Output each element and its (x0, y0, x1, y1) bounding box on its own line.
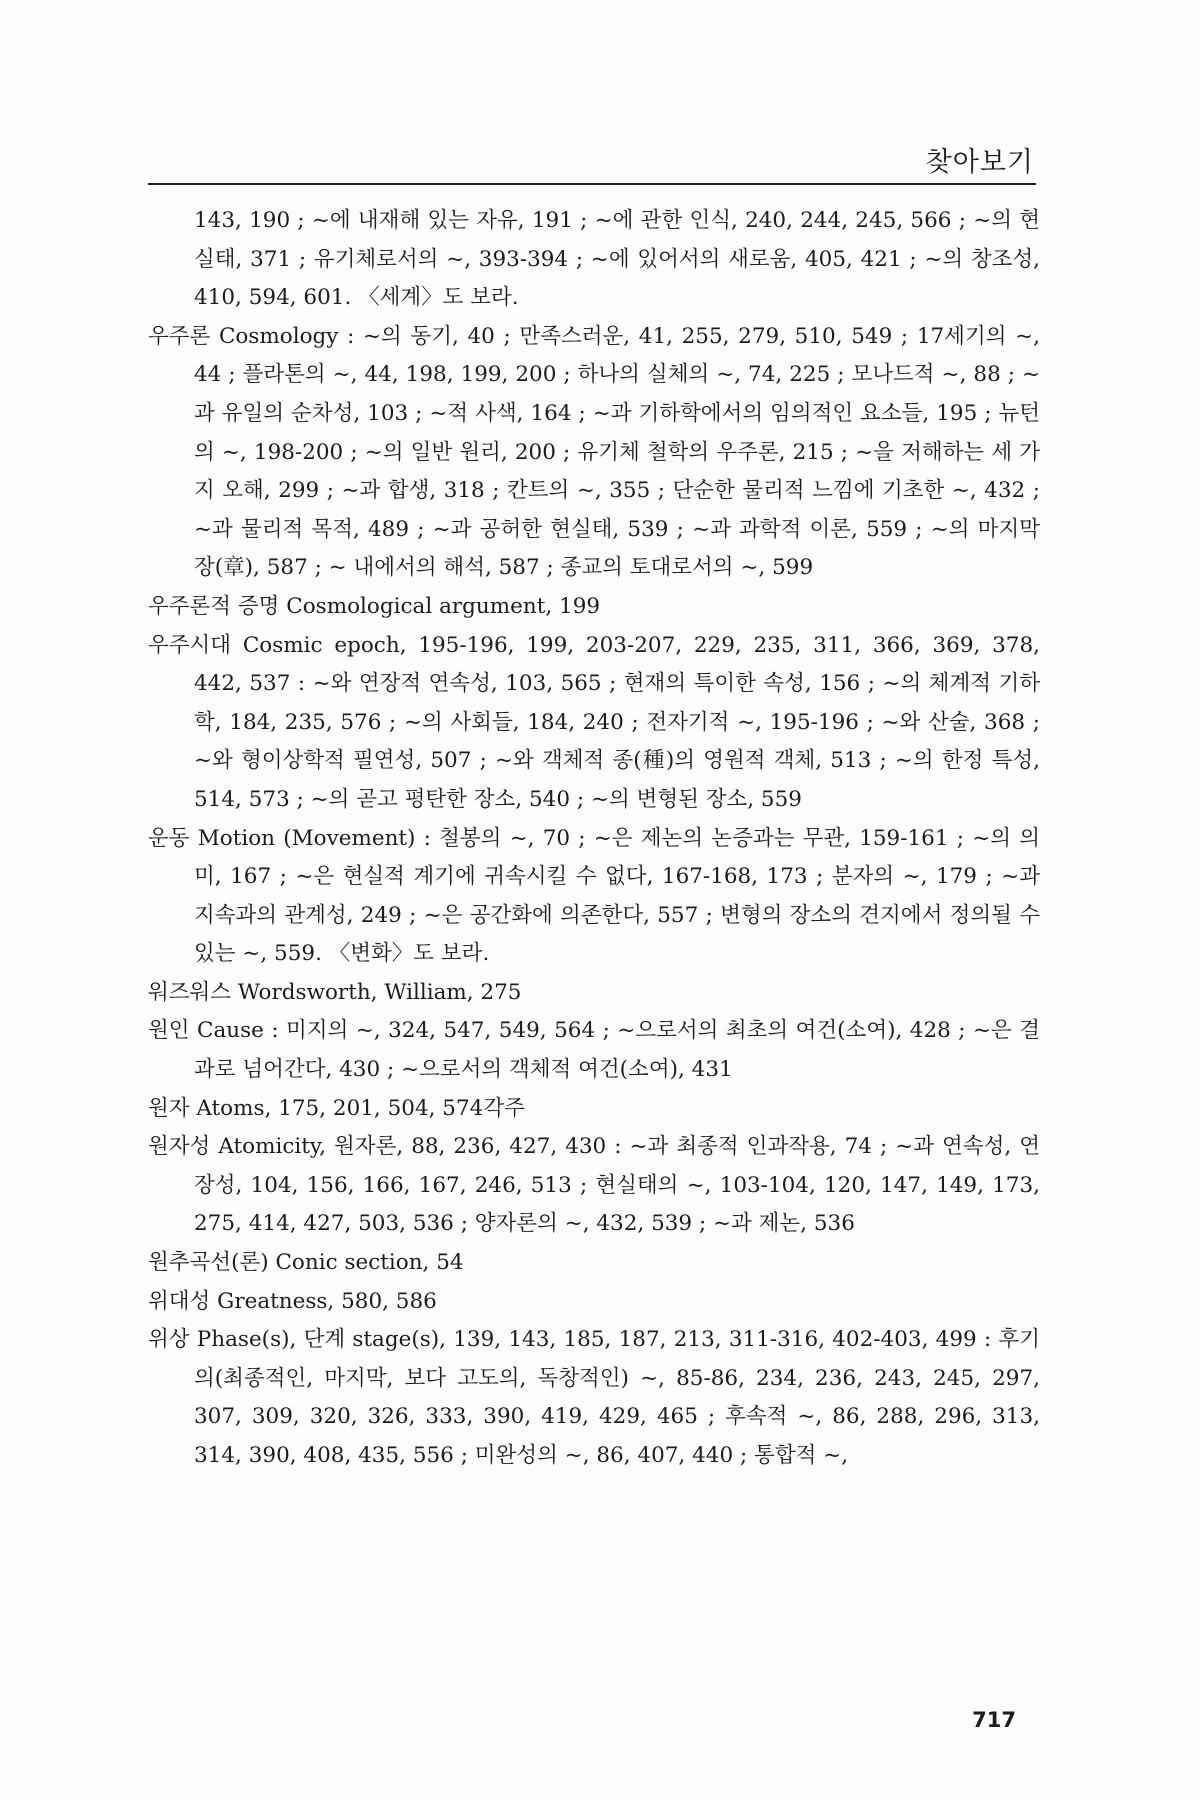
index-entry-cosmology: 우주론 Cosmology : ~의 동기, 40 ; 만족스러운, 41, 255, 279, 510, 549 ; 17세기의 ~, 44 ; 플라톤의 ~, 44, 198, 199, 200 ; 하나의 실체의 ~, 74, 225 ; 모나드적 ~, 88 ; ~과 유일의 순차성, 103 ; ~적 사색, 164 ; ~과 기하학에서의 임의적인 요소들, 195 ; 뉴턴의 ~, 198-200 ; ~의 일반 원리, 200 ; 유기체 철학의 우주론, 215 ; ~을 저해하는 세 가지 오해, 299 ; ~과 합생, 318 ; 칸트의 ~, 355 ; 단순한 물리적 느낌에 기초한 ~, 432 ; ~과 물리적 목적, 489 ; ~과 공허한 현실태, 539 ; ~과 과학적 이론, 559 ; ~의 마지막 장(章), 587 ; ~ 내에서의 해석, 587 ; 종교의 토대로서의 ~, 599 (148, 323, 1040, 581)
index-entry-cosmic-epoch: 우주시대 Cosmic epoch, 195-196, 199, 203-207, 229, 235, 311, 366, 369, 378, 442, 537 : ~와 연장적 연속성, 103, 565 ; 현재의 특이한 속성, 156 ; ~의 체계적 기하학, 184, 235, 576 ; ~의 사회들, 184, 240 ; 전자기적 ~, 195-196 ; ~와 산술, 368 ; ~와 형이상학적 필연성, 507 ; ~와 객체적 종(種)의 영원적 객체, 513 ; ~의 한정 특성, 514, 573 ; ~의 곧고 평탄한 장소, 540 ; ~의 변형된 장소, 559 (148, 632, 1040, 812)
index-entry-conic-section: 원추곡선(론) Conic section, 54 (148, 1250, 464, 1276)
header-rule (148, 183, 1036, 185)
index-body (148, 202, 1040, 1476)
index-entry-wordsworth: 워즈워스 Wordsworth, William, 275 (148, 979, 522, 1005)
running-head: 찾아보기 (925, 147, 1034, 178)
page-number: 717 (972, 1708, 1016, 1732)
index-entry-cosmological-argument: 우주론적 증명 Cosmological argument, 199 (148, 593, 601, 619)
index-entry-cause: 원인 Cause : 미지의 ~, 324, 547, 549, 564 ; ~으로서의 최초의 여건(소여), 428 ; ~은 결과로 넘어간다, 430 ; ~으로서의 객체적 여건(소여), 431 (148, 1018, 1040, 1083)
index-entry-greatness: 위대성 Greatness, 580, 586 (148, 1288, 437, 1314)
index-entry-motion: 운동 Motion (Movement) : 철봉의 ~, 70 ; ~은 제논의 논증과는 무관, 159-161 ; ~의 의미, 167 ; ~은 현실적 계기에 귀속시킬 수 없다, 167-168, 173 ; 분자의 ~, 179 ; ~과 지속과의 관계성, 249 ; ~은 공간화에 의존한다, 557 ; 변형의 장소의 견지에서 정의될 수 있는 ~, 559. 〈변화〉도 보라. (148, 825, 1040, 967)
index-entry-atoms: 원자 Atoms, 175, 201, 504, 574각주 (148, 1095, 525, 1121)
index-entry-atomicity: 원자성 Atomicity, 원자론, 88, 236, 427, 430 : ~과 최종적 인과작용, 74 ; ~과 연속성, 연장성, 104, 156, 166, 167, 246, 513 ; 현실태의 ~, 103-104, 120, 147, 149, 173, 275, 414, 427, 503, 536 ; 양자론의 ~, 432, 539 ; ~과 제논, 536 (148, 1134, 1040, 1237)
index-entry-continued: 143, 190 ; ~에 내재해 있는 자유, 191 ; ~에 관한 인식, 240, 244, 245, 566 ; ~의 현실태, 371 ; 유기체로서의 ~, 393-394 ; ~에 있어서의 새로움, 405, 421 ; ~의 창조성, 410, 594, 601. 〈세계〉도 보라. (194, 208, 1040, 311)
index-entry-phase: 위상 Phase(s), 단계 stage(s), 139, 143, 185, 187, 213, 311-316, 402-403, 499 : 후기의(최종적인, 마지막, 보다 고도의, 독창적인) ~, 85-86, 234, 236, 243, 245, 297, 307, 309, 320, 326, 333, 390, 419, 429, 465 ; 후속적 ~, 86, 288, 296, 313, 314, 390, 408, 435, 556 ; 미완성의 ~, 86, 407, 440 ; 통합적 ~, (148, 1327, 1040, 1468)
